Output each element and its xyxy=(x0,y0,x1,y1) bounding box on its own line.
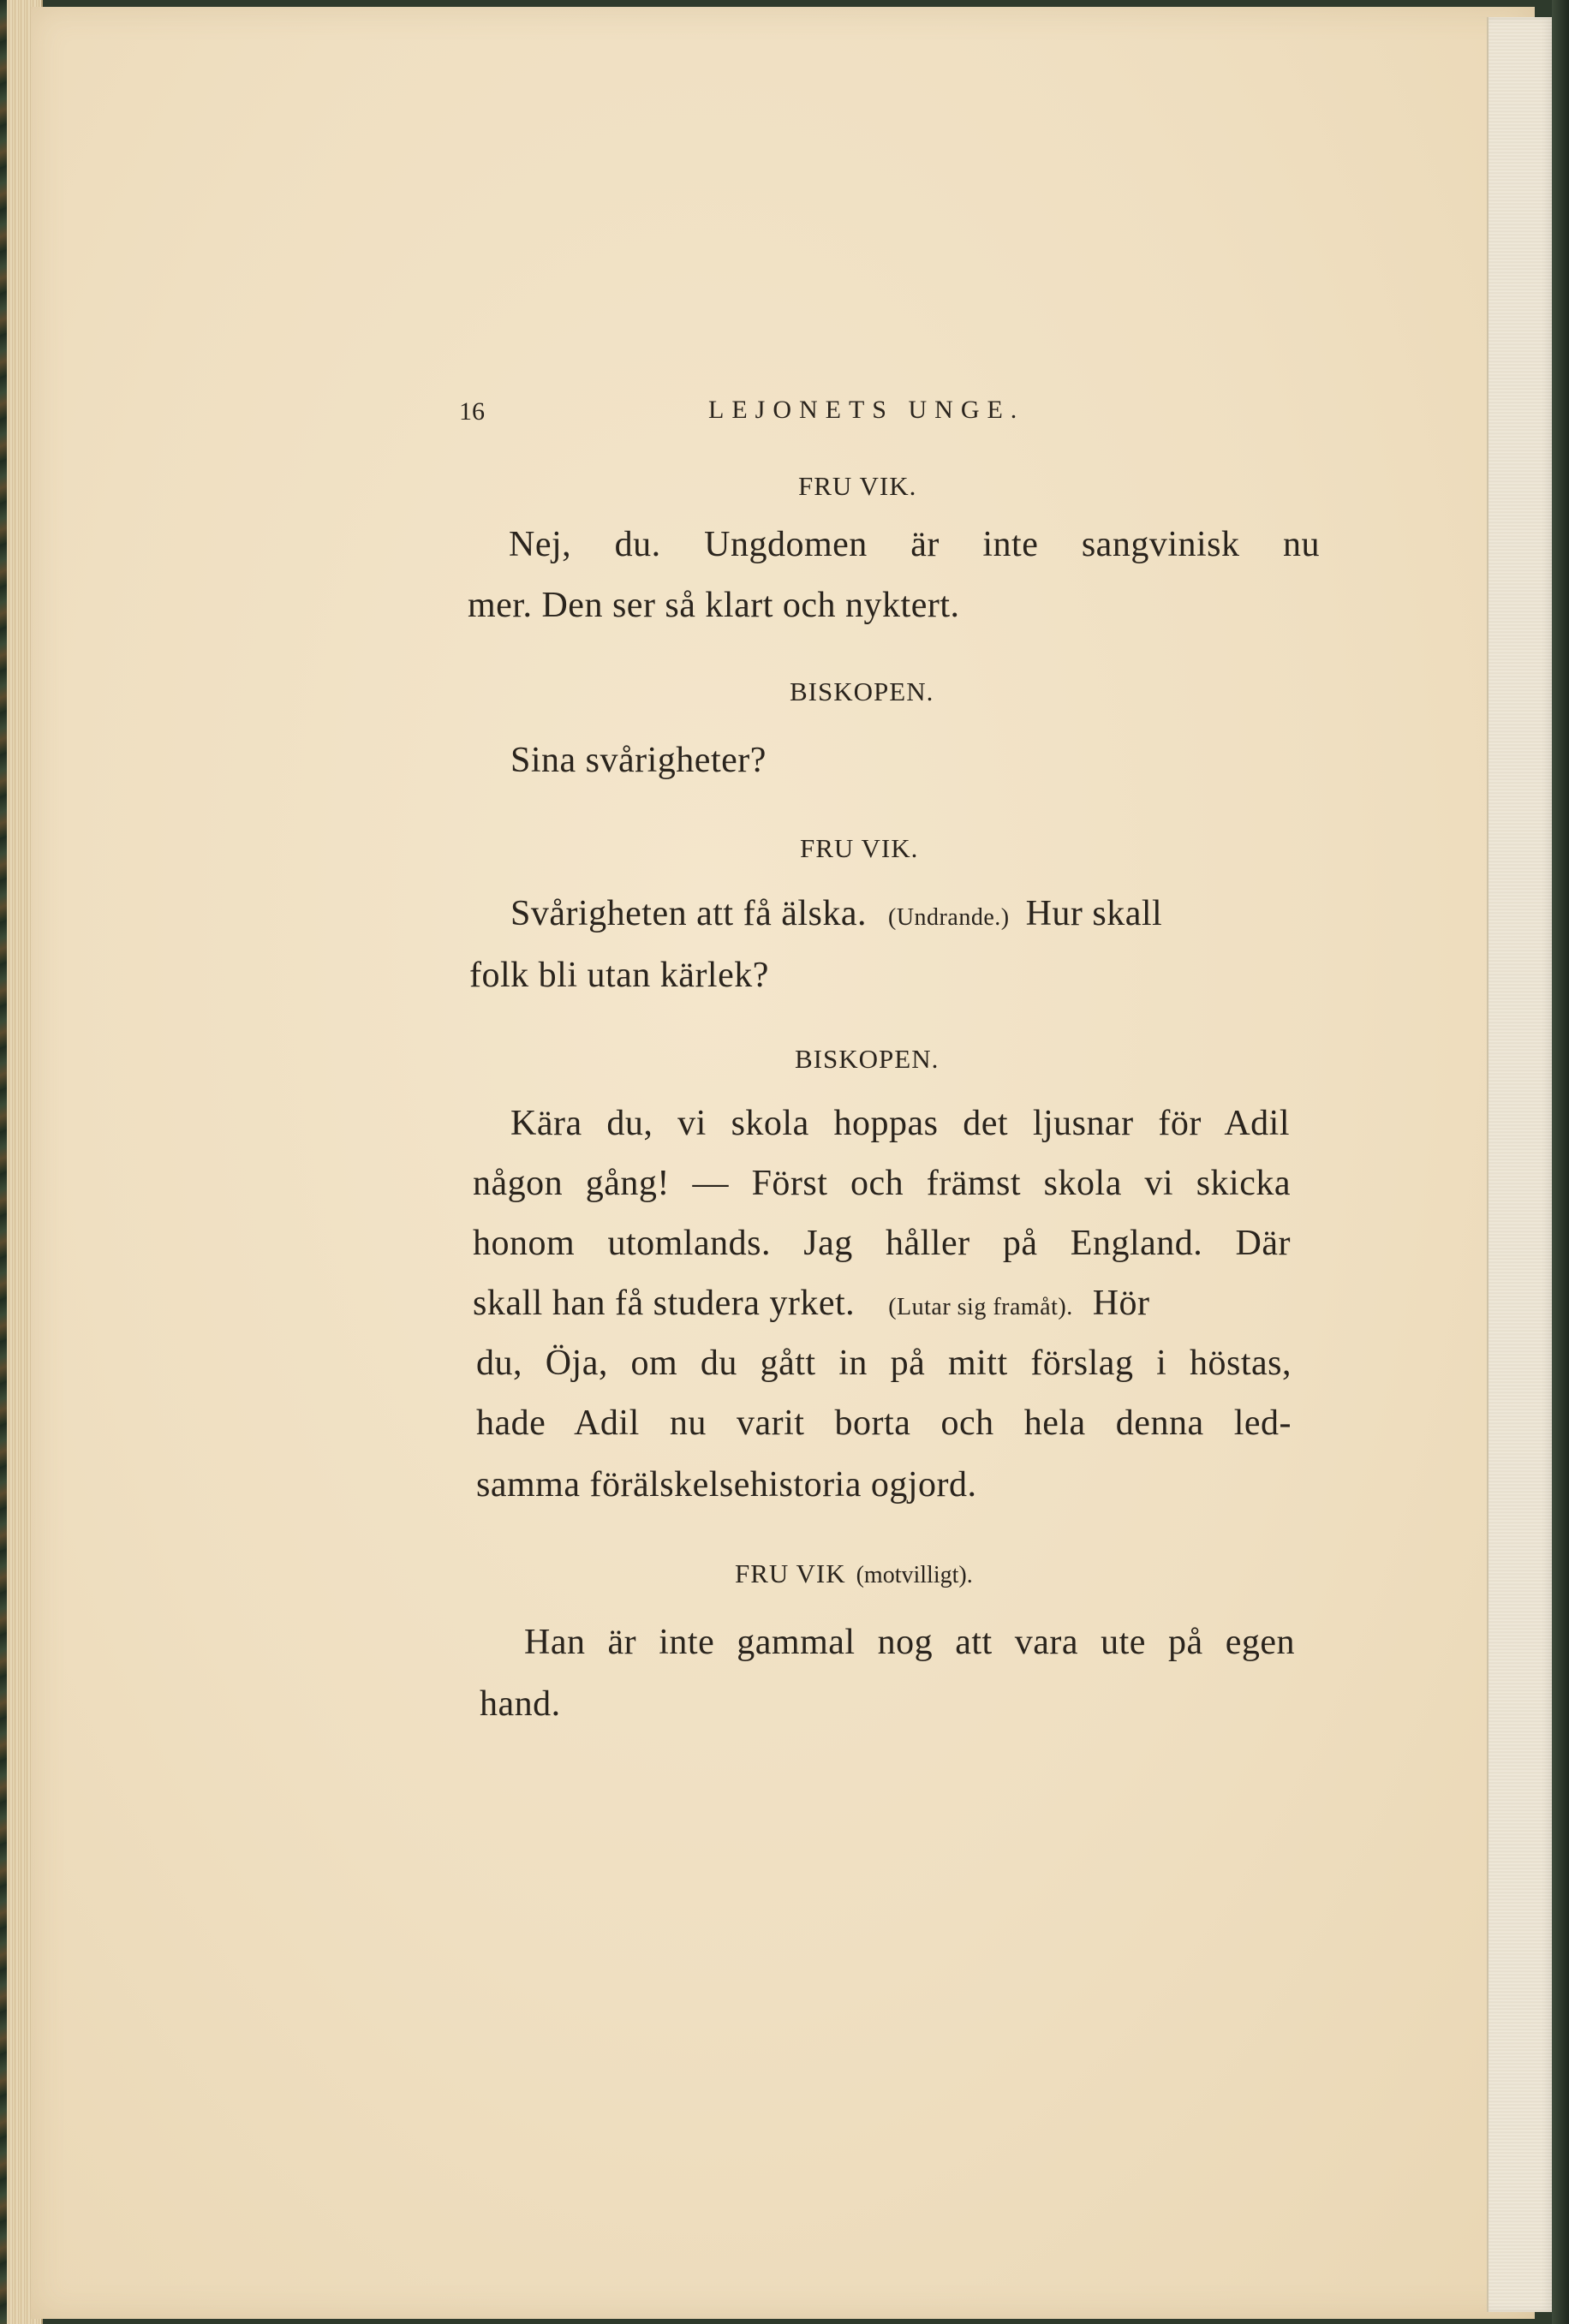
dialogue-line: hade Adil nu varit borta och hela denna led- xyxy=(476,1403,1292,1443)
page-number: 16 xyxy=(459,397,485,426)
book-binding xyxy=(1487,17,1554,2312)
dialogue-line: honom utomlands. Jag håller på England. Där xyxy=(473,1224,1291,1263)
speaker-name: BISKOPEN. xyxy=(790,676,934,706)
dialogue-line: folk bli utan kärlek? xyxy=(469,956,769,995)
dialogue-line: Nej, du. Ungdomen är inte sangvinisk nu xyxy=(509,525,1320,564)
speaker-name: BISKOPEN. xyxy=(795,1044,940,1074)
dialogue-line: du, Öja, om du gått in på mitt förslag i höstas, xyxy=(476,1344,1292,1383)
dialogue-line: Kära du, vi skola hoppas det ljusnar för Adil xyxy=(510,1104,1290,1143)
dialogue-text: Hur skall xyxy=(1025,894,1163,933)
book-cover-edge xyxy=(1552,0,1569,2324)
stage-direction: (motvilligt). xyxy=(856,1562,973,1588)
dialogue-line xyxy=(510,893,1162,934)
dialogue-line xyxy=(473,1283,1150,1324)
stage-direction: (Undrande.) xyxy=(888,904,1010,931)
dialogue-line: mer. Den ser så klart och nyktert. xyxy=(468,586,960,625)
speaker-name: FRU VIK. xyxy=(800,833,919,863)
dialogue-text: Hör xyxy=(1092,1284,1150,1323)
running-title: LEJONETS UNGE. xyxy=(708,396,1025,424)
stage-direction: (Lutar sig framåt). xyxy=(888,1294,1073,1320)
dialogue-line: Sina svårigheter? xyxy=(510,741,767,780)
dialogue-line: Han är inte gammal nog att vara ute på egen xyxy=(524,1623,1295,1662)
speaker-name: FRU VIK xyxy=(735,1558,846,1588)
dialogue-line: samma förälskelsehistoria ogjord. xyxy=(476,1465,977,1505)
speaker-name: FRU VIK. xyxy=(798,471,917,501)
speaker-line xyxy=(735,1558,973,1589)
dialogue-line: hand. xyxy=(480,1684,561,1724)
dialogue-line: någon gång! — Först och främst skola vi skicka xyxy=(473,1164,1291,1203)
dialogue-text: Svårigheten att få älska. xyxy=(510,894,868,933)
dialogue-text: skall han få studera yrket. xyxy=(473,1284,856,1323)
